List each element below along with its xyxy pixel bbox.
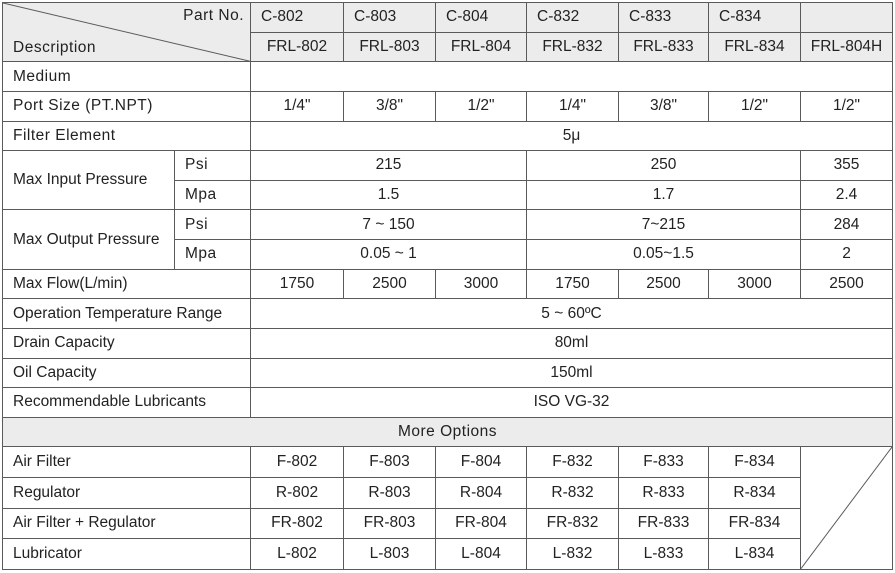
spec-value: 7 ~ 150	[251, 210, 527, 240]
option-value: R-834	[709, 478, 801, 509]
spec-value: 5 ~ 60ºC	[251, 299, 893, 329]
option-value: L-802	[251, 539, 344, 570]
option-value: R-833	[619, 478, 709, 509]
spec-label: Max Flow(L/min)	[3, 269, 251, 299]
option-value: R-802	[251, 478, 344, 509]
spec-value: 7~215	[527, 210, 801, 240]
part-number: C-802	[251, 3, 344, 33]
spec-value: 1.7	[527, 180, 801, 210]
option-value: FR-832	[527, 508, 619, 539]
unit-label: Psi	[175, 210, 251, 240]
model-number: FRL-832	[527, 32, 619, 62]
header-corner-cell	[3, 3, 251, 62]
spec-label: Drain Capacity	[3, 328, 251, 358]
spec-value: 0.05~1.5	[527, 240, 801, 270]
spec-label: Operation Temperature Range	[3, 299, 251, 329]
part-number	[801, 3, 893, 33]
option-label: Air Filter	[3, 447, 251, 478]
spec-value: 1/2"	[801, 91, 893, 121]
part-number: C-832	[527, 3, 619, 33]
option-value: L-832	[527, 539, 619, 570]
option-label: Air Filter + Regulator	[3, 508, 251, 539]
option-value: R-803	[344, 478, 436, 509]
spec-value: 2500	[619, 269, 709, 299]
option-value: L-834	[709, 539, 801, 570]
part-number: C-803	[344, 3, 436, 33]
spec-value: 1750	[527, 269, 619, 299]
spec-value: 1.5	[251, 180, 527, 210]
option-value: F-803	[344, 447, 436, 478]
row-operation-temperature	[3, 299, 893, 329]
spec-value: 0.05 ~ 1	[251, 240, 527, 270]
model-number: FRL-833	[619, 32, 709, 62]
not-applicable-cell	[801, 447, 893, 570]
option-value: R-804	[436, 478, 527, 509]
unit-label: Psi	[175, 151, 251, 181]
option-label: Regulator	[3, 478, 251, 509]
spec-value: 1/2"	[436, 91, 527, 121]
row-filter-element	[3, 121, 893, 151]
row-option-filter-regulator	[3, 508, 893, 539]
spec-label: Medium	[3, 62, 251, 92]
spec-value: 284	[801, 210, 893, 240]
spec-value: 2.4	[801, 180, 893, 210]
option-value: FR-833	[619, 508, 709, 539]
option-value: F-832	[527, 447, 619, 478]
option-value: FR-803	[344, 508, 436, 539]
row-max-input-psi	[3, 151, 893, 181]
part-no-label: Part No.	[183, 7, 244, 24]
model-number: FRL-834	[709, 32, 801, 62]
row-option-air-filter	[3, 447, 893, 478]
option-value: F-804	[436, 447, 527, 478]
model-number: FRL-802	[251, 32, 344, 62]
row-max-output-psi	[3, 210, 893, 240]
row-option-lubricator	[3, 539, 893, 570]
model-number: FRL-804H	[801, 32, 893, 62]
spec-value: 5μ	[251, 121, 893, 151]
spec-value: 250	[527, 151, 801, 181]
spec-label: Filter Element	[3, 121, 251, 151]
spec-value: 1/2"	[709, 91, 801, 121]
spec-label: Oil Capacity	[3, 358, 251, 388]
spec-label: Max Input Pressure	[3, 151, 175, 210]
spec-value: 80ml	[251, 328, 893, 358]
row-lubricants	[3, 388, 893, 418]
spec-label: Port Size (PT.NPT)	[3, 91, 251, 121]
header-row-part-no	[3, 3, 893, 33]
spec-value: 1750	[251, 269, 344, 299]
model-number: FRL-803	[344, 32, 436, 62]
spec-value: 2500	[801, 269, 893, 299]
option-value: FR-802	[251, 508, 344, 539]
option-value: L-833	[619, 539, 709, 570]
spec-value: 150ml	[251, 358, 893, 388]
row-max-flow	[3, 269, 893, 299]
spec-label: Recommendable Lubricants	[3, 388, 251, 418]
option-value: R-832	[527, 478, 619, 509]
spec-value: 1/4"	[527, 91, 619, 121]
spec-value: 1/4"	[251, 91, 344, 121]
option-label: Lubricator	[3, 539, 251, 570]
spec-value: ISO VG-32	[251, 388, 893, 418]
option-value: FR-804	[436, 508, 527, 539]
option-value: F-834	[709, 447, 801, 478]
spec-value: 355	[801, 151, 893, 181]
unit-label: Mpa	[175, 240, 251, 270]
row-drain-capacity	[3, 328, 893, 358]
spec-table	[2, 2, 893, 570]
spec-value: 3000	[709, 269, 801, 299]
spec-value: 3/8"	[344, 91, 436, 121]
option-value: L-804	[436, 539, 527, 570]
model-number: FRL-804	[436, 32, 527, 62]
option-value: F-833	[619, 447, 709, 478]
unit-label: Mpa	[175, 180, 251, 210]
part-number: C-833	[619, 3, 709, 33]
description-label: Description	[13, 39, 97, 57]
part-number: C-834	[709, 3, 801, 33]
not-applicable-diagonal-line	[801, 447, 892, 569]
spec-value: 2	[801, 240, 893, 270]
row-oil-capacity	[3, 358, 893, 388]
row-port-size	[3, 91, 893, 121]
part-number: C-804	[436, 3, 527, 33]
spec-value: 2500	[344, 269, 436, 299]
row-medium	[3, 62, 893, 92]
spec-value: 215	[251, 151, 527, 181]
spec-value: 3/8"	[619, 91, 709, 121]
more-options-title: More Options	[3, 417, 893, 447]
row-option-regulator	[3, 478, 893, 509]
option-value: L-803	[344, 539, 436, 570]
spec-value: 3000	[436, 269, 527, 299]
option-value: F-802	[251, 447, 344, 478]
row-more-options-header	[3, 417, 893, 447]
option-value: FR-834	[709, 508, 801, 539]
spec-label: Max Output Pressure	[3, 210, 175, 269]
spec-value	[251, 62, 893, 92]
